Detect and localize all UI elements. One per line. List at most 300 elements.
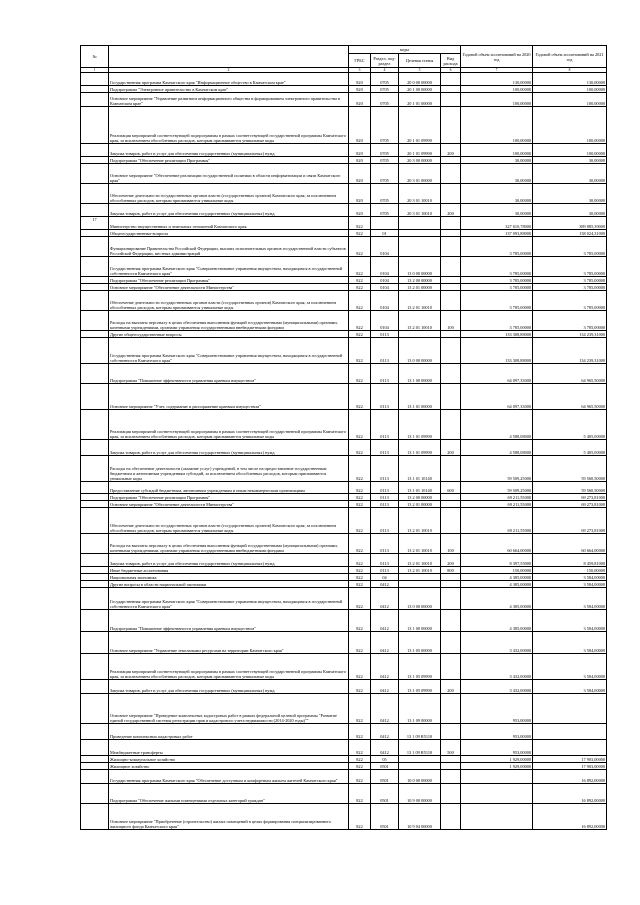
row-sum-2021: 3 785,00000	[533, 291, 607, 311]
row-name: Закупка товаров, работ и услуг для обеспечения государственных (муниципальных) нужд	[109, 680, 349, 694]
row-sum-2021: 100,00000	[533, 86, 607, 93]
table-row	[81, 740, 607, 756]
row-name: Государственная программа Камчатского края "Совершенствование управления имуществом, находящимся в государственной собственности Камчатского края"	[109, 257, 349, 277]
row-expense-type	[441, 157, 461, 164]
row-number	[81, 554, 109, 567]
row-razdel: 05	[371, 756, 399, 763]
row-sum-2021: 8 459,81000	[533, 554, 607, 567]
row-target-article	[399, 230, 441, 237]
table-row	[81, 204, 607, 217]
row-expense-type	[441, 277, 461, 284]
row-target-article: 20 0 00 00000	[399, 73, 441, 86]
row-grbs: 820	[349, 204, 371, 217]
row-name: Подпрограмма "Электронное правительство в Камчатском крае"	[109, 86, 349, 93]
row-expense-type	[441, 384, 461, 410]
row-name: Основное мероприятие "Учет, содержание и распоряжение краевым имуществом"	[109, 384, 349, 410]
table-row	[81, 770, 607, 784]
row-expense-type	[441, 184, 461, 204]
table-row	[81, 632, 607, 654]
row-grbs: 822	[349, 311, 371, 331]
row-razdel: 0104	[371, 237, 399, 257]
row-target-article: 10 0 00 00000	[399, 770, 441, 784]
row-number	[81, 784, 109, 804]
table-row	[81, 482, 607, 494]
row-name: Общегосударственные вопросы	[109, 230, 349, 237]
table-row	[81, 184, 607, 204]
row-sum-2020: 3 785,00000	[461, 237, 533, 257]
row-razdel: 0113	[371, 338, 399, 364]
row-razdel: 0113	[371, 456, 399, 482]
row-grbs: 822	[349, 654, 371, 680]
row-number	[81, 680, 109, 694]
row-sum-2021: 59 560,50000	[533, 456, 607, 482]
column-number: 6	[441, 68, 461, 73]
row-sum-2021: 130,00000	[533, 73, 607, 86]
table-row	[81, 338, 607, 364]
row-sum-2021: 138 024,31000	[533, 230, 607, 237]
row-name: Основное мероприятие "Обеспечение деятельности Министерства"	[109, 501, 349, 508]
row-grbs: 822	[349, 770, 371, 784]
table-body	[81, 73, 607, 830]
row-razdel: 0705	[371, 93, 399, 107]
row-expense-type	[441, 784, 461, 804]
row-sum-2020: 69 211,55000	[461, 494, 533, 501]
row-number	[81, 508, 109, 534]
row-number	[81, 567, 109, 574]
row-expense-type	[441, 632, 461, 654]
table-row	[81, 230, 607, 237]
row-number	[81, 770, 109, 784]
row-name: Министерство имущественных и земельных отношений Камчатского края	[109, 217, 349, 230]
row-sum-2021	[533, 694, 607, 724]
row-grbs: 822	[349, 581, 371, 588]
row-grbs: 822	[349, 410, 371, 440]
row-sum-2021: 16 892,00000	[533, 770, 607, 784]
table-row	[81, 93, 607, 107]
row-razdel: 0113	[371, 410, 399, 440]
row-sum-2020: 150,00000	[461, 567, 533, 574]
row-number	[81, 73, 109, 86]
row-grbs: 822	[349, 440, 371, 456]
row-sum-2020: 3 785,00000	[461, 277, 533, 284]
row-name: Обеспечение деятельности государственных органов власти (государственных органов) Камчатского края, за исключением обособленных расходов, которым присваиваются уникальные коды	[109, 508, 349, 534]
row-number	[81, 338, 109, 364]
row-razdel: 0412	[371, 581, 399, 588]
row-sum-2020: 1 929,00000	[461, 763, 533, 770]
row-sum-2020	[461, 770, 533, 784]
row-name: Закупка товаров, работ и услуг для обеспечения государственных (муниципальных) нужд	[109, 204, 349, 217]
row-sum-2020: 59 509,25000	[461, 482, 533, 494]
row-expense-type	[441, 770, 461, 784]
row-grbs: 822	[349, 456, 371, 482]
row-name: Подпрограмма "Повышение эффективности управления краевым имуществом"	[109, 610, 349, 632]
row-sum-2020: 3 785,00000	[461, 257, 533, 277]
row-sum-2020: 3 785,00000	[461, 311, 533, 331]
table-row	[81, 456, 607, 482]
row-name: Основное мероприятие "Проведение комплексных кадастровых работ в рамках федеральной целевой программы "Развитие единой государственной системы регистрации прав и кадастрового учета недвижимости (2014-2020 годы)""	[109, 694, 349, 724]
table-row	[81, 784, 607, 804]
row-razdel: 01	[371, 230, 399, 237]
row-target-article	[399, 581, 441, 588]
row-number	[81, 86, 109, 93]
row-number	[81, 574, 109, 581]
row-number	[81, 410, 109, 440]
row-expense-type	[441, 610, 461, 632]
row-expense-type	[441, 257, 461, 277]
row-grbs: 822	[349, 277, 371, 284]
row-expense-type	[441, 456, 461, 482]
row-expense-type: 100	[441, 534, 461, 554]
row-name: Основное мероприятие "Приобретение (строительство) жилых помещений в целях формирования специализированного жилищного фонда Камчатского края"	[109, 804, 349, 830]
row-name: Государственная программа Камчатского края "Совершенствование управления имуществом, находящимся в государственной собственности Камчатского края"	[109, 338, 349, 364]
row-name: Обеспечение деятельности государственных органов власти (государственных органов) Камчатского края, за исключением обособленных расходов, которым присваиваются уникальные коды	[109, 184, 349, 204]
row-sum-2020: 30,00000	[461, 164, 533, 184]
row-grbs: 822	[349, 632, 371, 654]
row-sum-2021: 100,00000	[533, 144, 607, 157]
row-sum-2020: 30,00000	[461, 157, 533, 164]
row-expense-type	[441, 410, 461, 440]
row-grbs: 820	[349, 184, 371, 204]
row-name: Закупка товаров, работ и услуг для обеспечения государственных (муниципальных) нужд	[109, 144, 349, 157]
row-name: Реализация мероприятий соответствующей подпрограммы в рамках соответствующей государственной программы Камчатского края, за исключением обособленных расходов, которым присваиваются уникальные коды	[109, 410, 349, 440]
row-grbs: 822	[349, 680, 371, 694]
row-target-article: 20 3 01 10010	[399, 184, 441, 204]
row-target-article: 13 2 01 10010	[399, 534, 441, 554]
row-name: Жилищно-коммунальное хозяйство	[109, 756, 349, 763]
row-sum-2020: 953,00000	[461, 740, 533, 756]
row-grbs: 822	[349, 338, 371, 364]
table-row	[81, 410, 607, 440]
budget-table	[80, 45, 607, 830]
row-number	[81, 257, 109, 277]
row-sum-2020: 30,00000	[461, 204, 533, 217]
row-razdel: 0501	[371, 784, 399, 804]
row-number	[81, 501, 109, 508]
row-sum-2021: 64 965,50000	[533, 364, 607, 384]
table-row	[81, 534, 607, 554]
column-number: 8	[533, 68, 607, 73]
row-number	[81, 144, 109, 157]
row-name: Проведение комплексных кадастровых работ	[109, 724, 349, 740]
row-expense-type	[441, 574, 461, 581]
row-razdel: 0501	[371, 763, 399, 770]
row-target-article: 13 1 05 09990	[399, 654, 441, 680]
row-razdel: 0113	[371, 554, 399, 567]
row-target-article: 20 1 01 09990	[399, 144, 441, 157]
row-number	[81, 763, 109, 770]
row-grbs: 822	[349, 588, 371, 610]
row-target-article: 13 2 01 10010	[399, 291, 441, 311]
table-row	[81, 86, 607, 93]
row-grbs: 820	[349, 73, 371, 86]
row-sum-2021: 17 903,00000	[533, 763, 607, 770]
row-name: Другие вопросы в области национальной экономики	[109, 581, 349, 588]
row-razdel: 0113	[371, 567, 399, 574]
row-razdel: 0113	[371, 534, 399, 554]
row-grbs: 822	[349, 501, 371, 508]
row-sum-2020: 100,00000	[461, 107, 533, 144]
row-sum-2021: 17 903,00000	[533, 756, 607, 763]
row-expense-type: 200	[441, 144, 461, 157]
header-sum-2021: Годовой объем ассигнований на 2021 год	[533, 46, 607, 68]
row-grbs: 822	[349, 217, 371, 230]
row-number	[81, 610, 109, 632]
row-target-article: 13 2 01 10010	[399, 311, 441, 331]
table-row	[81, 654, 607, 680]
row-sum-2020: 130,00000	[461, 73, 533, 86]
row-razdel: 0412	[371, 740, 399, 756]
row-sum-2020: 60 664,00000	[461, 534, 533, 554]
row-sum-2021: 5 405,00000	[533, 410, 607, 440]
row-razdel: 0113	[371, 494, 399, 501]
row-razdel: 0412	[371, 588, 399, 610]
row-number	[81, 331, 109, 338]
row-grbs: 822	[349, 364, 371, 384]
table-row	[81, 694, 607, 724]
table-row	[81, 567, 607, 574]
row-razdel: 0705	[371, 184, 399, 204]
row-sum-2020: 30,00000	[461, 184, 533, 204]
row-name: Расходы на выплаты персоналу в целях обеспечения выполнения функций государственными (муниципальными) органами, казенными учреждениями, органами управления государственными внебюджетными фондами	[109, 534, 349, 554]
header-razdel: Раздел, под-раздел	[371, 54, 399, 68]
row-number	[81, 164, 109, 184]
row-sum-2021: 16 892,00000	[533, 804, 607, 830]
row-sum-2020: 3 432,00000	[461, 654, 533, 680]
column-number: 1	[81, 68, 109, 73]
table-row	[81, 574, 607, 581]
row-sum-2021: 3 584,00000	[533, 680, 607, 694]
row-name: Закупка товаров, работ и услуг для обеспечения государственных (муниципальных) нужд	[109, 440, 349, 456]
row-razdel: 0705	[371, 157, 399, 164]
row-sum-2021: 5 405,00000	[533, 440, 607, 456]
row-number	[81, 804, 109, 830]
row-grbs: 822	[349, 494, 371, 501]
row-expense-type	[441, 581, 461, 588]
table-row	[81, 384, 607, 410]
row-target-article	[399, 331, 441, 338]
column-number: 7	[461, 68, 533, 73]
row-expense-type	[441, 93, 461, 107]
table-row	[81, 581, 607, 588]
header-expense-type: Вид расхода	[441, 54, 461, 68]
row-target-article: 13 2 01 00000	[399, 284, 441, 291]
row-razdel: 0705	[371, 164, 399, 184]
row-sum-2021: 30,00000	[533, 184, 607, 204]
row-target-article: 13 2 00 00000	[399, 494, 441, 501]
table-row	[81, 440, 607, 456]
table-row	[81, 284, 607, 291]
table-row	[81, 331, 607, 338]
row-sum-2020: 3 785,00000	[461, 291, 533, 311]
row-name: Подпрограмма "Обеспечение реализации Программы"	[109, 277, 349, 284]
row-name: Государственная программа Камчатского края "Информационное общество в Камчатском крае"	[109, 73, 349, 86]
row-sum-2021: 3 785,00000	[533, 284, 607, 291]
row-number	[81, 93, 109, 107]
row-target-article: 13 1 00 00000	[399, 610, 441, 632]
row-target-article: 13 1 01 10140	[399, 456, 441, 482]
row-expense-type	[441, 654, 461, 680]
row-target-article: 13 1 09 R5110	[399, 724, 441, 740]
row-razdel: 0113	[371, 384, 399, 410]
row-sum-2020: 69 211,55000	[461, 501, 533, 508]
column-number: 5	[399, 68, 441, 73]
header-grbs: ГРБС	[349, 54, 371, 68]
row-expense-type	[441, 588, 461, 610]
row-target-article: 13 0 00 00000	[399, 257, 441, 277]
row-sum-2021: 134 239,31000	[533, 338, 607, 364]
row-target-article: 20 3 00 00000	[399, 157, 441, 164]
row-grbs: 822	[349, 237, 371, 257]
row-number	[81, 107, 109, 144]
row-grbs: 822	[349, 756, 371, 763]
table-row	[81, 164, 607, 184]
row-target-article: 13 1 05 00000	[399, 632, 441, 654]
row-grbs: 822	[349, 740, 371, 756]
table-row	[81, 311, 607, 331]
row-sum-2020: 327 610,78000	[461, 217, 533, 230]
row-expense-type	[441, 73, 461, 86]
row-razdel	[371, 217, 399, 230]
table-row	[81, 680, 607, 694]
column-number: 4	[371, 68, 399, 73]
row-razdel: 0412	[371, 610, 399, 632]
row-target-article: 13 1 00 00000	[399, 364, 441, 384]
row-number	[81, 284, 109, 291]
row-sum-2020: 100,00000	[461, 93, 533, 107]
row-expense-type	[441, 164, 461, 184]
row-razdel: 0412	[371, 680, 399, 694]
table-row	[81, 610, 607, 632]
row-sum-2020: 100,00000	[461, 86, 533, 93]
row-sum-2020: 69 211,55000	[461, 508, 533, 534]
row-name: Подпрограмма "Обеспечение реализации Программы"	[109, 494, 349, 501]
row-sum-2021: 3 584,00000	[533, 581, 607, 588]
row-expense-type: 600	[441, 482, 461, 494]
row-razdel: 0104	[371, 311, 399, 331]
row-target-article: 13 1 01 09990	[399, 410, 441, 440]
column-number: 3	[349, 68, 371, 73]
table-row	[81, 157, 607, 164]
row-sum-2021	[533, 724, 607, 740]
row-sum-2021: 100,00000	[533, 93, 607, 107]
row-expense-type: 200	[441, 554, 461, 567]
row-sum-2021: 69 273,81000	[533, 501, 607, 508]
row-grbs: 820	[349, 86, 371, 93]
row-name: Основное мероприятие "Обеспечение реализации государственной политики в области информатизации и связи Камчатского края"	[109, 164, 349, 184]
row-expense-type	[441, 284, 461, 291]
row-name: Другие общегосударственные вопросы	[109, 331, 349, 338]
row-name: Национальная экономика	[109, 574, 349, 581]
row-number	[81, 756, 109, 763]
row-expense-type	[441, 724, 461, 740]
row-number	[81, 482, 109, 494]
document-page	[80, 45, 606, 830]
row-name: Основное мероприятие "Управление земельными ресурсами на территории Камчатского края"	[109, 632, 349, 654]
row-sum-2021: 69 273,81000	[533, 494, 607, 501]
row-name: Основное мероприятие "Обеспечение деятельности Министерства"	[109, 284, 349, 291]
row-expense-type	[441, 291, 461, 311]
row-expense-type: 200	[441, 440, 461, 456]
row-grbs: 822	[349, 508, 371, 534]
table-row	[81, 107, 607, 144]
row-name: Основное мероприятие "Управление развитием информационного общества и формированием электронного правительства в Камчатском крае"	[109, 93, 349, 107]
row-name: Государственная программа Камчатского края "Обеспечение доступным и комфортным жильем жителей Камчатского края"	[109, 770, 349, 784]
row-grbs: 822	[349, 482, 371, 494]
row-target-article: 20 3 01 10010	[399, 204, 441, 217]
row-sum-2021: 3 584,00000	[533, 632, 607, 654]
row-grbs: 822	[349, 291, 371, 311]
row-name: Подпрограмма "Повышение эффективности управления краевым имуществом"	[109, 364, 349, 384]
row-grbs: 822	[349, 230, 371, 237]
row-expense-type	[441, 107, 461, 144]
row-grbs: 820	[349, 107, 371, 144]
row-razdel: 0412	[371, 694, 399, 724]
row-sum-2021: 3 584,00000	[533, 588, 607, 610]
row-number	[81, 456, 109, 482]
table-row	[81, 494, 607, 501]
row-grbs: 820	[349, 157, 371, 164]
row-grbs: 822	[349, 694, 371, 724]
row-expense-type: 500	[441, 740, 461, 756]
row-grbs: 822	[349, 574, 371, 581]
row-number	[81, 632, 109, 654]
row-number	[81, 654, 109, 680]
row-sum-2021: 3 584,00000	[533, 654, 607, 680]
row-name: Функционирование Правительства Российской Федерации, высших исполнительных органов государственной власти субъектов Российской Федерации, местных администраций	[109, 237, 349, 257]
row-expense-type	[441, 217, 461, 230]
row-target-article: 13 1 09 00000	[399, 694, 441, 724]
row-sum-2021: 64 965,50000	[533, 384, 607, 410]
row-expense-type	[441, 237, 461, 257]
row-sum-2021	[533, 740, 607, 756]
row-target-article	[399, 237, 441, 257]
row-expense-type	[441, 364, 461, 384]
row-grbs: 820	[349, 93, 371, 107]
row-expense-type	[441, 501, 461, 508]
row-grbs: 822	[349, 763, 371, 770]
row-sum-2021: 134 239,31000	[533, 331, 607, 338]
row-number	[81, 494, 109, 501]
row-grbs: 822	[349, 284, 371, 291]
row-sum-2021: 30,00000	[533, 157, 607, 164]
row-name: Межбюджетные трансферты	[109, 740, 349, 756]
row-razdel: 0104	[371, 284, 399, 291]
row-number	[81, 277, 109, 284]
row-number	[81, 364, 109, 384]
row-sum-2021: 3 785,00000	[533, 257, 607, 277]
row-sum-2020: 4 385,00000	[461, 581, 533, 588]
row-sum-2021: 16 892,00000	[533, 784, 607, 804]
row-target-article: 13 1 01 09990	[399, 440, 441, 456]
row-razdel: 0412	[371, 724, 399, 740]
row-sum-2020	[461, 784, 533, 804]
row-expense-type: 800	[441, 567, 461, 574]
row-razdel: 0113	[371, 440, 399, 456]
table-row	[81, 763, 607, 770]
row-number	[81, 694, 109, 724]
row-sum-2020	[461, 804, 533, 830]
row-number	[81, 440, 109, 456]
row-target-article	[399, 574, 441, 581]
row-razdel: 0104	[371, 257, 399, 277]
row-sum-2020: 953,00000	[461, 694, 533, 724]
row-grbs: 822	[349, 804, 371, 830]
header-no: №	[81, 46, 109, 68]
table-row	[81, 291, 607, 311]
table-row	[81, 217, 607, 230]
row-number: 17	[81, 217, 109, 230]
row-name: Закупка товаров, работ и услуг для обеспечения государственных (муниципальных) нужд	[109, 554, 349, 567]
